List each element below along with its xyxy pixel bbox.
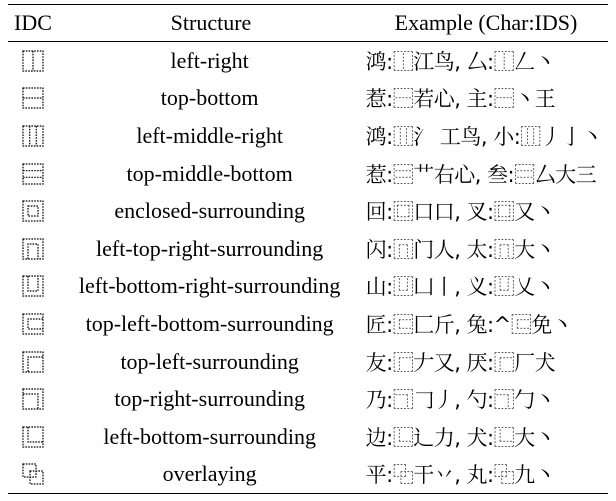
header-structure: Structure	[170, 10, 252, 35]
header-example: Example (Char:IDS)	[394, 10, 578, 35]
idc-top-left-bottom-icon	[8, 312, 58, 336]
example-ids: 边:⿺辶力, 犬:⿺大丶	[365, 425, 556, 450]
idc-top-right-icon	[8, 387, 58, 411]
table-row	[8, 42, 608, 80]
structure-name: enclosed-surrounding	[114, 198, 305, 224]
table-row	[8, 380, 608, 418]
idc-table	[8, 4, 608, 494]
example-ids: 平:⿻干丷, 丸:⿻九丶	[365, 463, 556, 488]
header-idc: IDC	[14, 10, 52, 35]
idc-top-middle-bottom-icon	[8, 162, 58, 186]
idc-left-middle-right-icon	[8, 124, 58, 148]
example-ids: 匠:⿷匚斤, 兔:^⿷免丶	[365, 312, 573, 337]
table-row	[8, 456, 608, 494]
example-ids: 惹:⿳艹右心, 叁:⿳厶大三	[365, 162, 597, 187]
idc-left-top-right-icon	[8, 237, 58, 261]
structure-name: top-bottom	[160, 85, 259, 111]
idc-left-bottom-right-icon	[8, 274, 58, 298]
example-ids: 惹:⿱若心, 主:⿱丶王	[365, 87, 556, 112]
example-ids: 乃:⿹𠃌丿, 勺:⿹勹丶	[365, 388, 556, 413]
table-row	[8, 343, 608, 381]
structure-name: left-right	[170, 47, 249, 73]
example-ids: 鸿:⿰江鸟, 厶:⿰𠃋丶	[365, 49, 556, 74]
structure-name: top-left-bottom-surrounding	[85, 310, 334, 336]
table-body	[8, 42, 608, 493]
structure-name: top-middle-bottom	[126, 160, 293, 186]
example-ids: 闪:⿵门人, 太:⿵大丶	[365, 237, 556, 262]
structure-name: left-bottom-surrounding	[103, 423, 316, 449]
table-row	[8, 305, 608, 343]
idc-left-bottom-icon	[8, 425, 58, 449]
structure-name: top-right-surrounding	[114, 386, 305, 412]
structure-name: left-top-right-surrounding	[96, 235, 324, 261]
structure-name: overlaying	[162, 461, 257, 487]
example-ids: 回:⿴口口, 叉:⿴又丶	[365, 200, 556, 225]
idc-overlaying-icon	[8, 462, 58, 486]
table-row	[8, 117, 608, 155]
idc-top-left-icon	[8, 350, 58, 374]
structure-name: left-middle-right	[136, 122, 283, 148]
idc-left-right-icon	[8, 49, 58, 73]
example-ids: 鸿:⿲氵 工鸟, 小:⿲丿亅丶	[365, 124, 603, 149]
idc-top-bottom-icon	[8, 86, 58, 110]
table-row	[8, 80, 608, 118]
table-row	[8, 192, 608, 230]
example-ids: 山:⿶凵丨, 义:⿶乂丶	[365, 275, 556, 300]
structure-name: top-left-surrounding	[120, 348, 299, 374]
table-row	[8, 268, 608, 306]
example-ids: 友:⿸𠂇又, 厌:⿸厂犬	[365, 350, 556, 375]
table-header-row	[8, 5, 608, 41]
table-row	[8, 230, 608, 268]
table-row	[8, 155, 608, 193]
idc-enclosed-surrounding-icon	[8, 199, 58, 223]
table-row	[8, 418, 608, 456]
structure-name: left-bottom-right-surrounding	[78, 273, 341, 299]
table-bottom-rule	[8, 493, 608, 494]
